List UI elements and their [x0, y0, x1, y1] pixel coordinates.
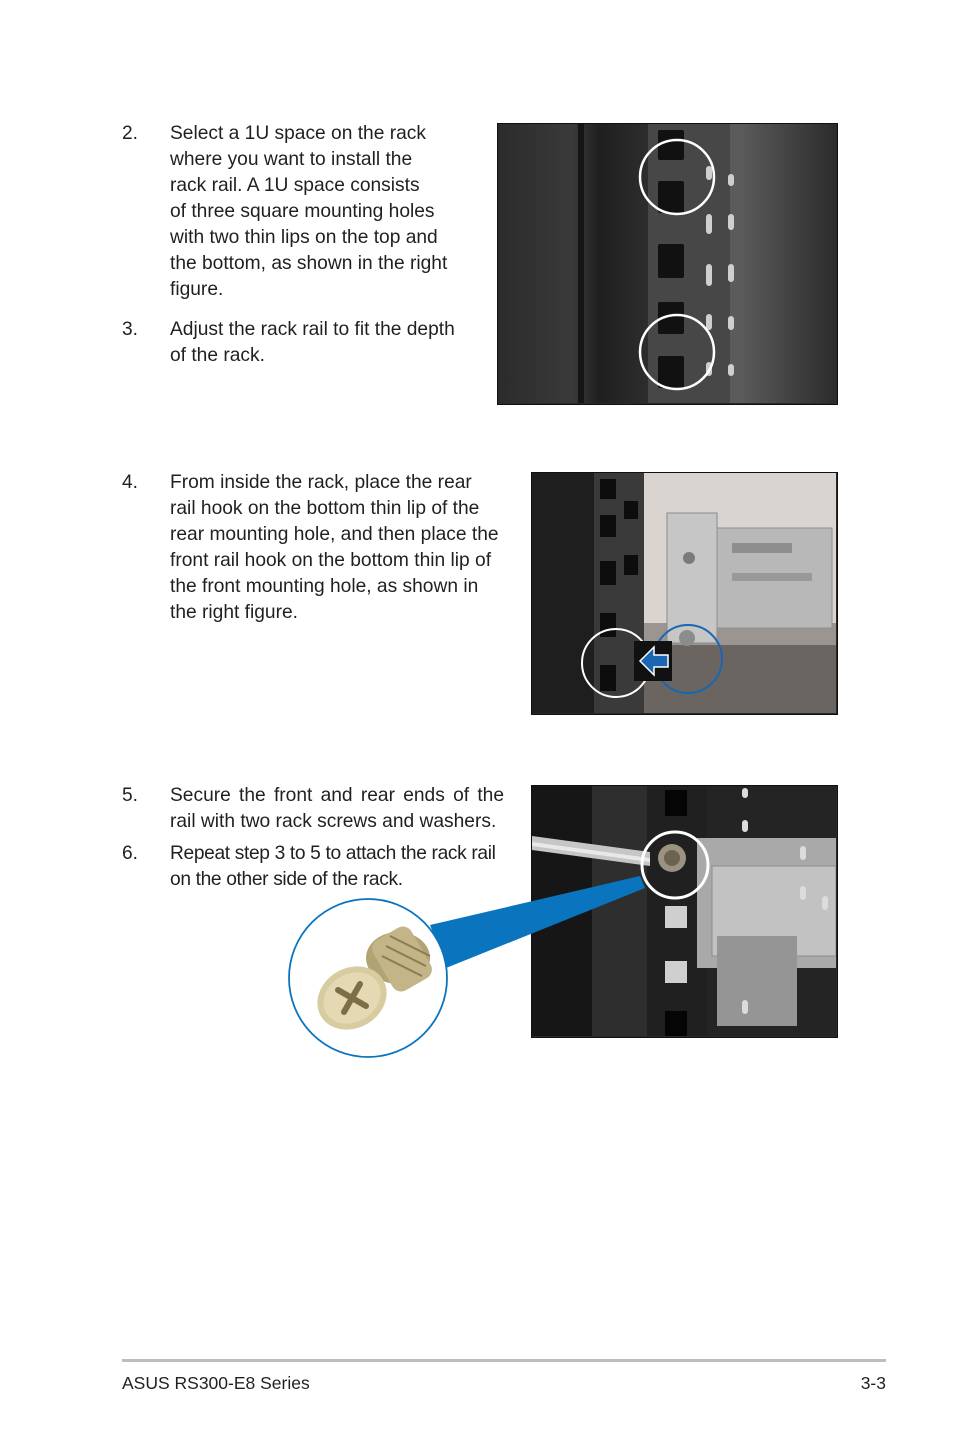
step-line: of three square mounting holes: [170, 201, 435, 222]
step-line: rear mounting hole, and then place the: [170, 524, 499, 545]
footer-divider: [122, 1359, 886, 1362]
step-line: Adjust the rack rail to fit the depth: [170, 319, 455, 340]
screw-callout: [280, 860, 660, 1070]
arrow-left-icon: [634, 641, 672, 681]
rail-hook-photo: [531, 472, 838, 715]
step-number: 2.: [122, 123, 139, 144]
step-line: the bottom, as shown in the right: [170, 253, 448, 274]
step-line: where you want to install the: [170, 149, 413, 170]
step-number: 4.: [122, 472, 139, 493]
step-line: the front mounting hole, as shown in: [170, 576, 479, 597]
step-line: of the rack.: [170, 345, 265, 366]
step-line: the right figure.: [170, 602, 298, 623]
footer-product-name: ASUS RS300-E8 Series: [122, 1373, 310, 1393]
step-3: [122, 317, 510, 369]
step-line: rack rail. A 1U space consists: [170, 175, 420, 196]
step-4: [122, 470, 515, 626]
rack-holes-photo: [497, 123, 838, 405]
step-number: 5.: [122, 785, 139, 806]
step-5: [122, 783, 504, 835]
step-line: Secure the front and rear ends of the: [170, 785, 504, 806]
step-line: rail hook on the bottom thin lip of the: [170, 498, 480, 519]
step-line: Select a 1U space on the rack: [170, 123, 426, 144]
step-line: rail with two rack screws and washers.: [170, 811, 497, 832]
step-2: [122, 121, 510, 303]
footer-page-number: 3-3: [860, 1373, 886, 1393]
step-line: Repeat step 3 to 5 to attach the rack rail: [170, 843, 496, 864]
step-line: figure.: [170, 279, 224, 300]
step-number: 3.: [122, 319, 139, 340]
step-line: From inside the rack, place the rear: [170, 472, 472, 493]
step-line: with two thin lips on the top and: [170, 227, 438, 248]
step-number: 6.: [122, 843, 139, 864]
step-line: on the other side of the rack.: [170, 869, 403, 890]
step-line: front rail hook on the bottom thin lip of: [170, 550, 492, 571]
